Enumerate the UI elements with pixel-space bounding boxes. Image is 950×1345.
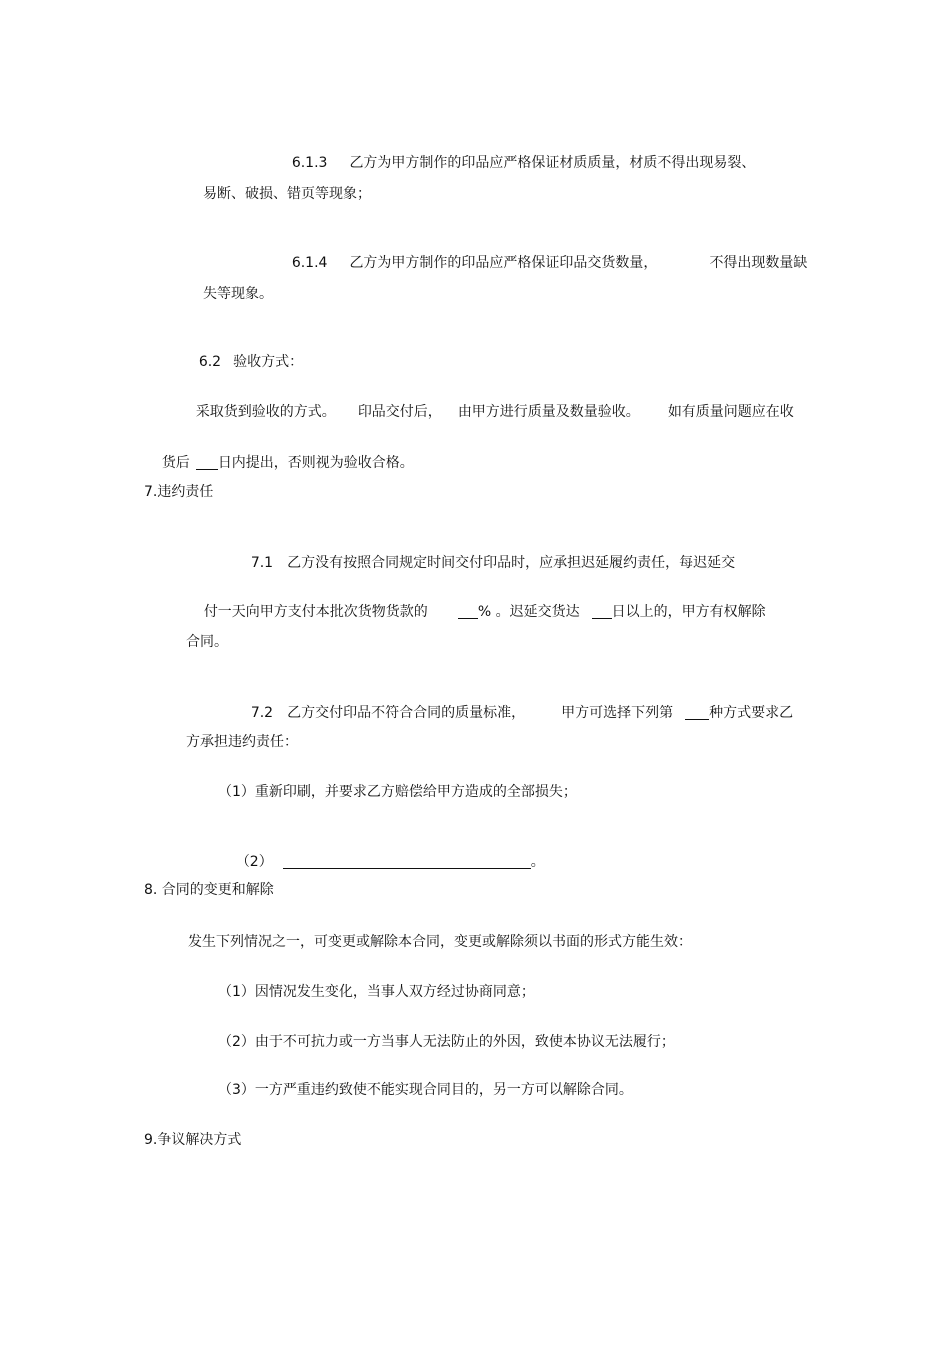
section-7-heading: 7.违约责任 [144, 484, 214, 500]
text-span: % 。迟延交货达 [477, 604, 580, 620]
section-8-intro: 发生下列情况之一，可变更或解除本合同，变更或解除须以书面的形式方能生效： [188, 934, 692, 950]
clause-text: 乙方没有按照合同规定时间交付印品时，应承担迟延履约责任，每迟延交 [287, 555, 736, 571]
change-item-1: （1）因情况发生变化，当事人双方经过协商同意； [218, 984, 535, 1000]
text-span: 日以上的，甲方有权解除 [611, 604, 766, 620]
text-span: 印品交付后， [357, 404, 442, 420]
clause-6-1-3-cont: 易断、破损、错页等现象； [203, 186, 371, 202]
blank-option [685, 705, 709, 720]
clause-7-1-end: 合同。 [186, 634, 228, 650]
change-item-2: （2）由于不可抗力或一方当事人无法防止的外因，致使本协议无法履行； [218, 1034, 675, 1050]
clause-text: 验收方式： [233, 354, 304, 370]
text-span: 甲方可选择下列第 [561, 705, 674, 721]
clause-7-1-cont [186, 582, 766, 642]
clause-text: 乙方为甲方制作的印品应严格保证印品交货数量， [349, 255, 658, 271]
clause-number: 7.1 [250, 555, 274, 571]
clause-6-1-4 [274, 233, 807, 293]
clause-7-2 [233, 683, 793, 743]
clause-6-1-4-cont: 失等现象。 [203, 286, 273, 302]
blank-percent [458, 604, 478, 619]
remedy-item-1: （1）重新印刷，并要求乙方赔偿给甲方造成的全部损失； [218, 784, 577, 800]
clause-7-2-cont: 方承担违约责任： [186, 734, 298, 750]
text-span: 如有质量问题应在收 [667, 404, 794, 420]
text-span: 日内提出，否则视为验收合格。 [217, 455, 414, 471]
text-span: 种方式要求乙 [709, 705, 794, 721]
text-span: 。 [530, 854, 545, 870]
text-span: 货后 [161, 455, 190, 471]
text-span: （2） [235, 854, 273, 870]
clause-text-cont: 不得出现数量缺 [709, 255, 808, 271]
blank-days [592, 604, 612, 619]
blank-remedy [283, 854, 531, 869]
clause-number: 6.1.3 [291, 155, 328, 171]
text-span: 由甲方进行质量及数量验收。 [457, 404, 640, 420]
text-span: 乙方交付印品不符合合同的质量标准， [287, 705, 526, 721]
change-item-3: （3）一方严重违约致使不能实现合同目的，另一方可以解除合同。 [218, 1082, 633, 1098]
clause-text: 乙方为甲方制作的印品应严格保证材质质量，材质不得出现易裂、 [349, 155, 756, 171]
clause-number: 6.1.4 [291, 255, 328, 271]
section-8-heading: 8. 合同的变更和解除 [144, 882, 274, 898]
text-span: 采取货到验收的方式。 [195, 404, 336, 420]
clause-number: 7.2 [250, 705, 274, 721]
text-span: 付一天向甲方支付本批次货物货款的 [203, 604, 428, 620]
clause-number: 6.2 [198, 354, 222, 370]
blank-days [196, 455, 218, 470]
section-9-heading: 9.争议解决方式 [144, 1132, 242, 1148]
